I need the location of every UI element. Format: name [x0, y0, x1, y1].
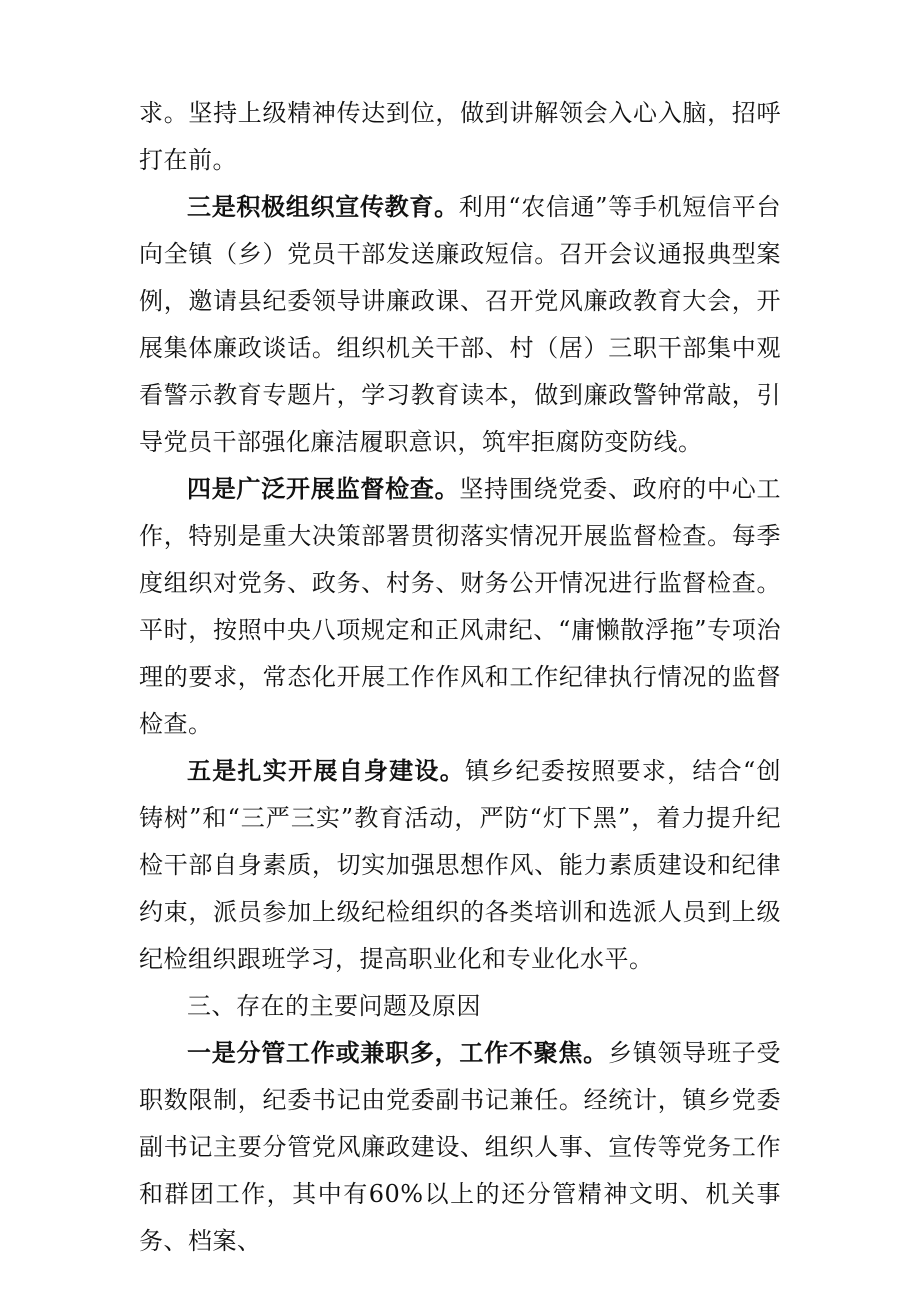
paragraph-lead: 四是广泛开展监督检查。: [187, 475, 460, 503]
section-heading: [139, 983, 781, 1030]
paragraph-text: 求。坚持上级精神传达到位，做到讲解领会入心入脑，招呼打在前。: [139, 99, 781, 174]
paragraph-propaganda-education: [139, 184, 781, 466]
paragraph-continuation: [139, 90, 781, 184]
paragraph-lead: 五是扎实开展自身建设。: [187, 757, 465, 785]
paragraph-self-construction: [139, 748, 781, 983]
paragraph-text: 乡镇领导班子受职数限制，纪委书记由党委副书记兼任。经统计，镇乡党委副书记主要分管党风廉政建设、组织人事、宣传等党务工作和群团工作，其中有60%以上的还分管精神文明、机关事务、档案、: [139, 1039, 782, 1255]
paragraph-multiple-roles: [139, 1030, 781, 1265]
paragraph-text: 坚持围绕党委、政府的中心工作，特别是重大决策部署贯彻落实情况开展监督检查。每季度组织对党务、政务、村务、财务公开情况进行监督检查。平时，按照中央八项规定和正风肃纪、“庸懒散浮拖”专项治理的要求，常态化开展工作作风和工作纪律执行情况的监督检查。: [139, 475, 782, 738]
paragraph-text: 利用“农信通”等手机短信平台向全镇（乡）党员干部发送廉政短信。召开会议通报典型案例，邀请县纪委领导讲廉政课、召开党风廉政教育大会，开展集体廉政谈话。组织机关干部、村（居）三职干部集中观看警示教育专题片，学习教育读本，做到廉政警钟常敲，引导党员干部强化廉洁履职意识，筑牢拒腐防变防线。: [139, 193, 782, 456]
paragraph-lead: 一是分管工作或兼职多，工作不聚焦。: [187, 1039, 608, 1067]
paragraph-lead: 三是积极组织宣传教育。: [187, 193, 459, 221]
document-page: [139, 90, 781, 1265]
paragraph-supervision-inspection: [139, 466, 781, 748]
section-heading-text: 三、存在的主要问题及原因: [187, 992, 481, 1020]
paragraph-text: 镇乡纪委按照要求，结合“创铸树”和“三严三实”教育活动，严防“灯下黑”，着力提升纪检干部自身素质，切实加强思想作风、能力素质建设和纪律约束，派员参加上级纪检组织的各类培训和选派人员到上级纪检组织跟班学习，提高职业化和专业化水平。: [139, 757, 781, 973]
